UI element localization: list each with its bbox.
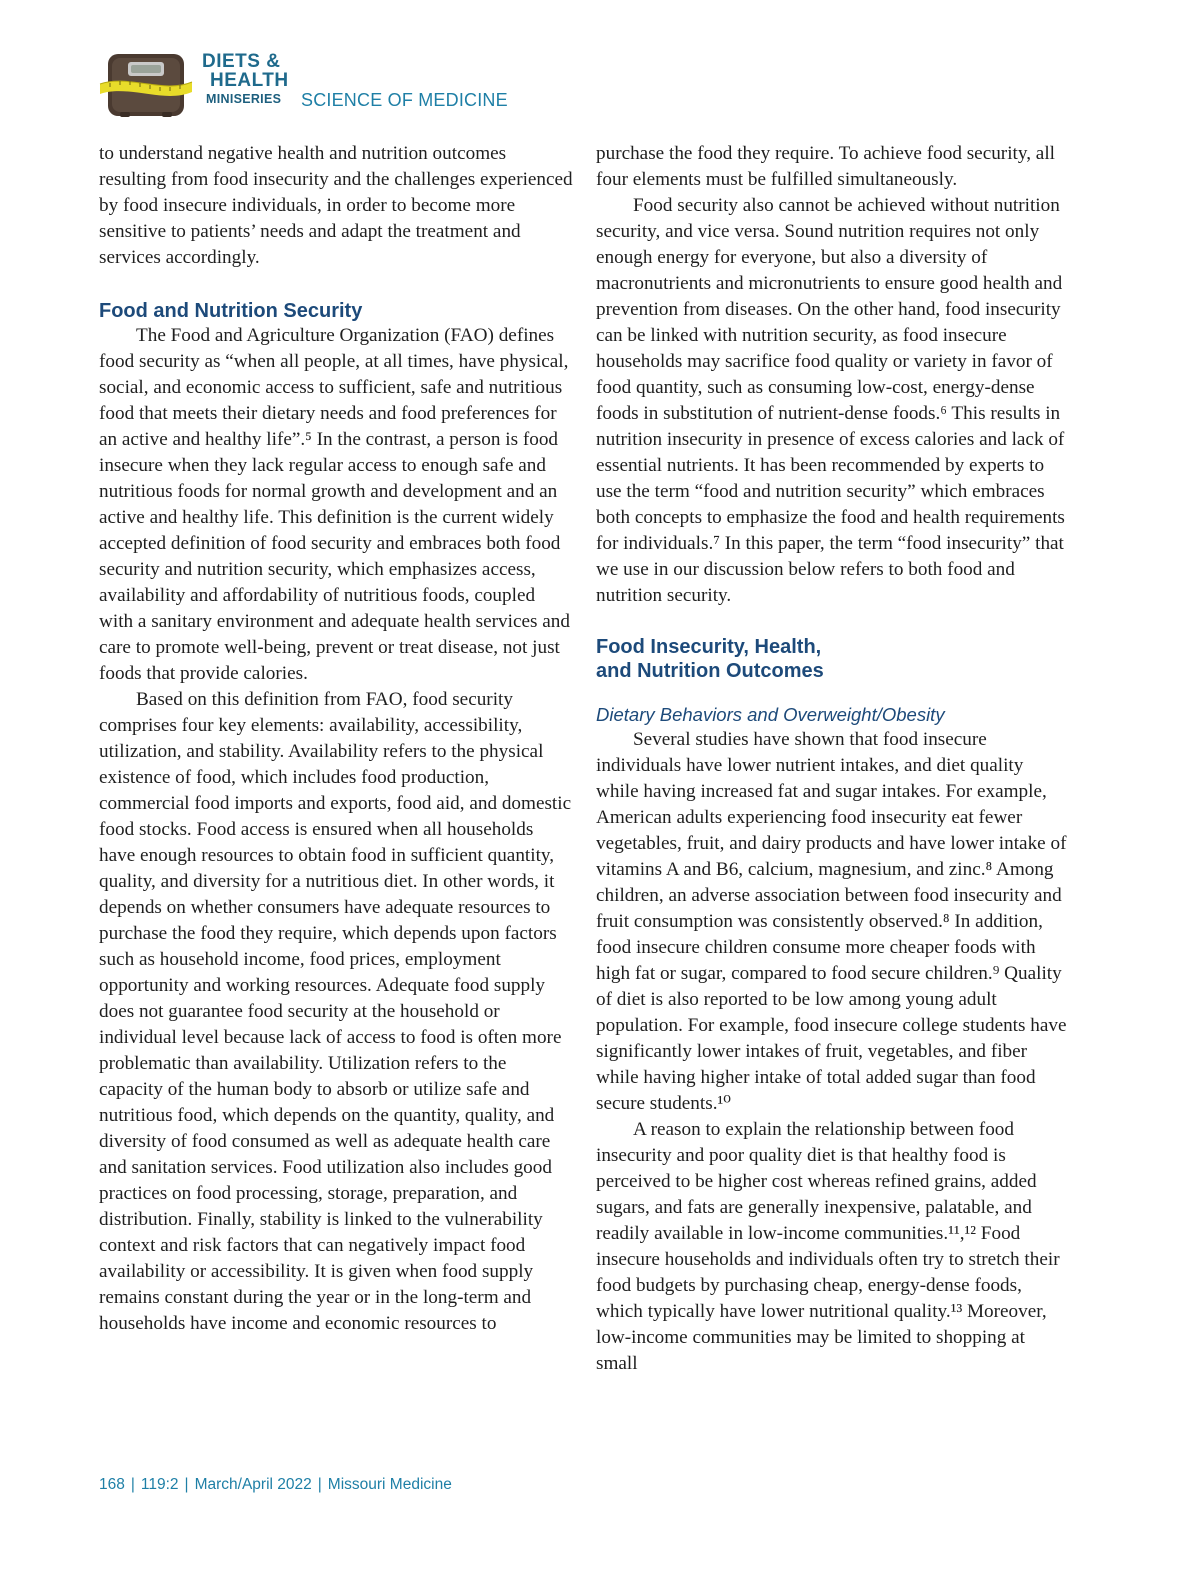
heading-outcomes <box>596 635 1070 683</box>
logo-wordmark <box>202 52 289 109</box>
paragraph: purchase the food they require. To achieve food security, all four elements must be fulfilled simultaneously. <box>596 143 1055 190</box>
heading-food-nutrition-security: Food and Nutrition Security <box>99 300 363 322</box>
logo-line-miniseries: MINISERIES <box>206 92 282 106</box>
logo-line-health: HEALTH <box>210 70 289 91</box>
paragraph: Based on this definition from FAO, food security comprises four key elements: availability, accessibility, utilization, and stability. Availability refers to the physical existence of food, which includes food production, commercial food imports and exports, food aid, and domestic food stocks. Food access is ensured when all households have enough resources to obtain food in sufficient quantity, quality, and diversity for a nutritious diet. In other words, it depends on whether consumers have adequate resources to purchase the food they require, which depends upon factors such as household income, food prices, employment opportunity and working resources. Adequate food supply does not guarantee food security at the household or individual level because lack of access to food is often more problematic than availability. Utilization refers to the capacity of the human body to absorb or utilize safe and nutritious food, which depends on the quantity, quality, and diversity of food consumed as well as adequate health care and sanitation services. Food utilization also includes good practices on food processing, storage, preparation, and distribution. Finally, stability is linked to the vulnerability context and risk factors that can negatively impact food availability or accessibility. It is given when food supply remains constant during the year or in the long-term and households have income and economic resources to <box>99 689 572 1334</box>
issue-number: 119:2 <box>140 1476 179 1493</box>
left-column <box>99 141 573 1337</box>
series-logo <box>98 46 288 122</box>
subheading-dietary-behaviors: Dietary Behaviors and Overweight/Obesity <box>596 704 945 725</box>
paragraph: A reason to explain the relationship between food insecurity and poor quality diet is that healthy food is perceived to be higher cost whereas refined grains, added sugars, and fats are generally inexpensive, palatable, and readily available in low-income communities.¹¹,¹² Food insecure households and individuals often try to stretch their food budgets by purchasing cheap, energy-dense foods, which typically have lower nutritional quality.¹³ Moreover, low-income communities may be limited to shopping at small <box>596 1119 1060 1374</box>
bathroom-scale-icon <box>98 50 194 120</box>
logo-line-diets: DIETS & <box>202 51 281 72</box>
paragraph: Several studies have shown that food insecure individuals have lower nutrient intakes, and diet quality while having increased fat and sugar intakes. For example, American adults experiencing food insecurity eat fewer vegetables, fruit, and dairy products and have lower intake of vitamins A and B6, calcium, magnesium, and zinc.⁸ Among children, an adverse association between food insecurity and fruit consumption was consistently observed.⁸ In addition, food insecure children consume more cheaper foods with high fat or sugar, compared to food secure children.⁹ Quality of diet is also reported to be low among young adult population. For example, food insecure college students have significantly lower intakes of fruit, vegetables, and fiber while having higher intake of total added sugar than food secure students.¹⁰ <box>596 729 1067 1114</box>
issue-date: March/April 2022 <box>194 1476 312 1493</box>
page-footer: 168 | 119:2 | March/April 2022 | Missouri Medicine <box>99 1476 452 1493</box>
paragraph: Food security also cannot be achieved without nutrition security, and vice versa. Sound nutrition requires not only enough energy for everyone, but also a diversity of macronutrients and micronutrients to ensure good health and prevention from diseases. On the other hand, food insecurity can be linked with nutrition security, as food insecure households may sacrifice food quality or variety in favor of food quantity, such as consuming low-cost, energy-dense foods in substitution of nutrient-dense foods.⁶ This results in nutrition insecurity in presence of excess calories and lack of essential nutrients. It has been recommended by experts to use the term “food and nutrition security” which embraces both concepts to emphasize the food and health requirements for individuals.⁷ In this paper, the term “food insecurity” that we use in our discussion below refers to both food and nutrition security. <box>596 195 1065 606</box>
page-number: 168 <box>99 1476 125 1493</box>
right-column <box>596 141 1070 1377</box>
page-header <box>98 46 698 122</box>
paragraph: to understand negative health and nutrition outcomes resulting from food insecurity and the challenges experienced by food insecure individuals, in order to become more sensitive to patients’ needs and adapt the treatment and services accordingly. <box>99 143 573 268</box>
section-label: SCIENCE OF MEDICINE <box>301 90 508 110</box>
journal-name: Missouri Medicine <box>327 1476 452 1493</box>
heading-outcomes-line2: and Nutrition Outcomes <box>596 660 824 682</box>
heading-outcomes-line1: Food Insecurity, Health, <box>596 636 822 658</box>
paragraph: The Food and Agriculture Organization (FAO) defines food security as “when all people, at all times, have physical, social, and economic access to sufficient, safe and nutritious food that meets their dietary needs and food preferences for an active and healthy life”.⁵ In the contrast, a person is food insecure when they lack regular access to enough safe and nutritious foods for normal growth and development and an active and healthy life. This definition is the current widely accepted definition of food security and embraces both food security and nutrition security, which emphasizes access, availability and affordability of nutritious foods, coupled with a sanitary environment and adequate health services and care to promote well-being, prevent or treat disease, not just foods that provide calories. <box>99 325 570 684</box>
